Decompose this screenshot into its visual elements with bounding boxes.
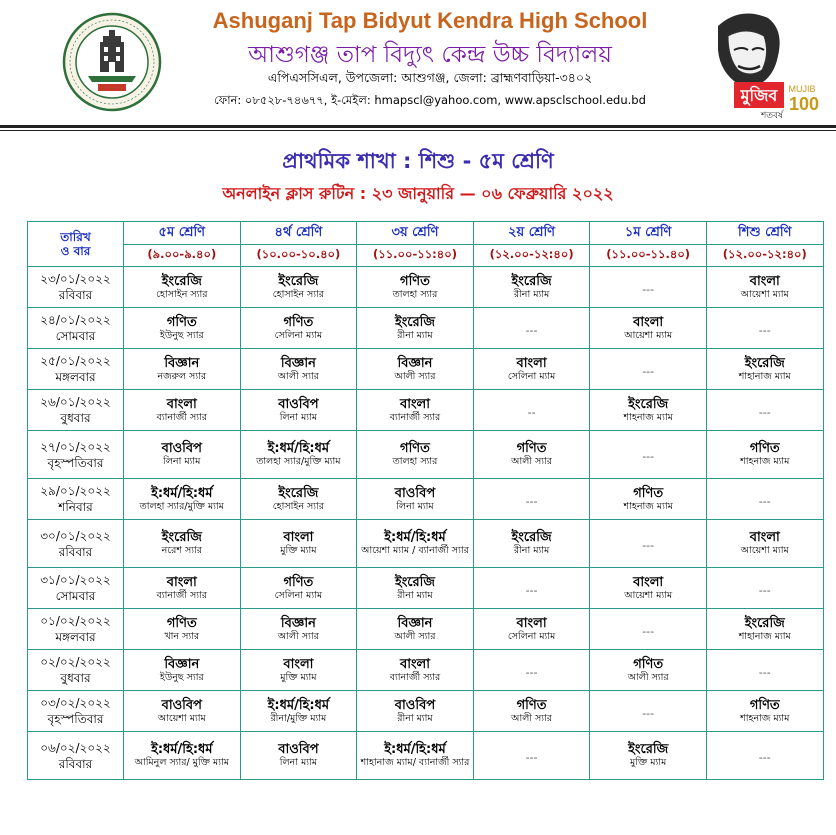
class-slot: [357, 650, 474, 691]
class-slot: [240, 267, 357, 308]
row-date: ০৩/০২/২০২২: [40, 696, 111, 710]
teacher-name: লিনা ম্যাম: [163, 456, 201, 467]
subject-name: বাংলা: [633, 314, 664, 330]
subject-name: বাওবিপ: [161, 441, 202, 456]
class-slot: [124, 349, 241, 390]
no-class: ---: [642, 450, 655, 463]
row-day: সোমবার: [55, 329, 96, 343]
class-slot: [590, 520, 707, 568]
teacher-name: আয়েশা ম্যাম: [740, 288, 789, 300]
subject-name: বাওবিপ: [278, 396, 319, 412]
no-class: ---: [642, 364, 655, 378]
subject-name: বিজ্ঞান: [397, 615, 433, 631]
header-divider-thin: [0, 130, 836, 131]
no-class: ---: [642, 539, 655, 552]
class-time: (১০.০০-১০.৪০): [240, 245, 357, 267]
teacher-name: রীনা ম্যাম: [397, 589, 433, 601]
teacher-name: সেলিনা ম্যাম: [274, 329, 323, 341]
table-row: [28, 568, 824, 609]
class-slot: [357, 308, 474, 349]
table-row: [28, 431, 824, 479]
subject-name: ইংরেজি: [161, 530, 202, 545]
no-class: ---: [758, 494, 771, 508]
no-class: ---: [525, 323, 538, 337]
subject-name: বাওবিপ: [394, 485, 436, 501]
class-header: ৪র্থ শ্রেণি: [240, 222, 357, 245]
badge-shotoborsho: শতবর্ষ: [760, 111, 784, 121]
subject-name: ইংরেজি: [744, 355, 785, 371]
row-date: ২৫/০১/২০২২: [40, 354, 111, 368]
date-cell: [28, 691, 124, 732]
subject-name: বাংলা: [399, 396, 431, 412]
date-cell: [28, 390, 124, 431]
no-class: ---: [642, 282, 655, 296]
teacher-name: ব্যানার্জী স্যার: [156, 589, 208, 601]
no-class: ---: [758, 665, 771, 679]
class-slot: [590, 390, 707, 431]
row-day: বৃহস্পতিবার: [47, 455, 104, 470]
teacher-name: নরেশ স্যার: [161, 545, 202, 556]
subject-name: বিজ্ঞান: [397, 355, 433, 371]
class-slot: [357, 520, 474, 568]
teacher-name: আয়েশা ম্যাম / ব্যানার্জী স্যার: [361, 545, 469, 556]
row-day: বৃহস্পতিবার: [47, 712, 104, 726]
class-slot: [240, 390, 357, 431]
routine-label: অনলাইন ক্লাস রুটিন: [222, 184, 355, 203]
row-date: ২৯/০১/২০২২: [40, 484, 111, 498]
subject-name: গণিত: [166, 615, 197, 631]
class-slot: [473, 349, 590, 390]
subject-name: বাংলা: [283, 656, 314, 672]
class-slot: [473, 431, 590, 479]
school-name-english: Ashuganj Tap Bidyut Kendra High School: [212, 8, 648, 33]
teacher-name: ইউনুছ স্যার: [159, 329, 204, 341]
teacher-name: শাহনাজ ম্যাম: [740, 712, 790, 724]
row-day: বুধবার: [60, 671, 91, 685]
class-slot: [357, 479, 474, 520]
school-header: [0, 0, 836, 130]
class-slot: [357, 732, 474, 780]
school-logo: [62, 12, 162, 112]
class-slot: [590, 609, 707, 650]
teacher-name: সেলিনা ম্যাম: [507, 630, 556, 642]
class-slot: [590, 479, 707, 520]
row-day: শনিবার: [58, 500, 93, 514]
class-slot: [357, 609, 474, 650]
teacher-name: তালহা স্যার: [392, 288, 438, 300]
class-slot: [124, 650, 241, 691]
table-row: [28, 349, 824, 390]
teacher-name: আলী স্যার: [277, 630, 319, 642]
teacher-name: হোসাইন স্যার: [156, 288, 208, 300]
subject-name: ইংরেজি: [278, 273, 319, 289]
class-slot: [473, 650, 590, 691]
teacher-name: আলী স্যার: [394, 630, 436, 642]
subject-name: ই:ধর্ম/হি:ধর্ম: [151, 485, 213, 501]
row-date: ০৬/০২/২০২২: [40, 740, 111, 755]
teacher-name: তালহা স্যার/মুক্তি ম্যাম: [139, 500, 224, 512]
table-row: [28, 732, 824, 780]
class-slot: [357, 349, 474, 390]
routine-dates: : ২৩ জানুয়ারি — ০৬ ফেব্রুয়ারি ২০২২: [354, 184, 614, 203]
table-row: [28, 308, 824, 349]
class-slot: [706, 650, 823, 691]
date-cell: [28, 568, 124, 609]
no-class: ---: [758, 323, 771, 337]
no-class: ---: [758, 405, 771, 419]
teacher-name: রীনা ম্যাম: [513, 288, 550, 300]
class-slot: [706, 568, 823, 609]
subject-name: বাংলা: [166, 574, 197, 590]
class-slot: [706, 349, 823, 390]
row-day: রবিবার: [58, 544, 93, 559]
routine-heading: [0, 181, 836, 208]
subject-name: বাংলা: [516, 355, 547, 371]
class-slot: [473, 732, 590, 780]
class-slot: [590, 267, 707, 308]
teacher-name: লিনা ম্যাম: [279, 411, 318, 423]
teacher-name: শাহানাজ ম্যাম: [738, 370, 791, 382]
badge-mujib-bn: মুজিব: [740, 86, 778, 105]
no-class: ---: [642, 706, 655, 720]
class-slot: [357, 691, 474, 732]
table-row: [28, 267, 824, 308]
badge-100: 100: [788, 94, 820, 114]
subject-name: বিজ্ঞান: [164, 355, 200, 371]
table-row: [28, 479, 824, 520]
subject-name: ই:ধর্ম/হি:ধর্ম: [384, 530, 446, 545]
teacher-name: আলী স্যার: [627, 671, 669, 683]
teacher-name: আয়েশা ম্যাম: [740, 545, 789, 556]
subject-name: ইংরেজি: [744, 615, 785, 631]
row-day: সোমবার: [55, 589, 96, 603]
class-slot: [240, 732, 357, 780]
subject-name: ইংরেজি: [394, 574, 436, 590]
teacher-name: মুক্তি ম্যাম: [280, 545, 317, 556]
subject-name: গণিত: [749, 441, 780, 456]
class-slot: [240, 609, 357, 650]
no-class: ---: [642, 624, 655, 638]
class-slot: [706, 267, 823, 308]
class-slot: [240, 568, 357, 609]
teacher-name: লিনা ম্যাম: [396, 500, 434, 512]
class-slot: [357, 390, 474, 431]
class-routine-table: [27, 221, 824, 780]
teacher-name: রীনা ম্যাম: [397, 329, 433, 341]
class-slot: [473, 267, 590, 308]
class-slot: [473, 691, 590, 732]
school-address: এপিএসসিএল, উপজেলা: আশুগঞ্জ, জেলা: ব্রাহ্মণবাড়িয়া-৩৪০২: [267, 70, 593, 85]
subject-name: বাংলা: [166, 396, 197, 412]
teacher-name: রীনা ম্যাম: [513, 545, 550, 556]
subject-name: বাংলা: [749, 530, 780, 545]
subject-name: বাওবিপ: [278, 742, 319, 757]
teacher-name: শাহানাজ ম্যাম/ ব্যানার্জী স্যার: [360, 757, 470, 768]
subject-name: বাওবিপ: [394, 697, 436, 713]
subject-name: ই:ধর্ম/হি:ধর্ম: [267, 697, 330, 713]
row-date: ২৬/০১/২০২২: [40, 395, 111, 409]
header-divider-thick: [0, 125, 836, 128]
class-slot: [240, 479, 357, 520]
teacher-name: সেলিনা ম্যাম: [507, 370, 556, 382]
class-time: (১২.০০-১২:৪০): [473, 245, 590, 267]
date-cell: [28, 520, 124, 568]
teacher-name: শাহানাজ ম্যাম: [738, 630, 791, 642]
class-slot: [124, 732, 241, 780]
row-date: ৩১/০১/২০২২: [40, 573, 111, 587]
class-slot: [473, 568, 590, 609]
subject-name: ইংরেজি: [628, 742, 669, 757]
class-slot: [124, 691, 241, 732]
teacher-name: রীনা ম্যাম: [397, 712, 433, 724]
subject-name: ই:ধর্ম/হি:ধর্ম: [267, 441, 330, 456]
section-subtitle: প্রাথমিক শাখা : শিশু - ৫ম শ্রেণি: [282, 149, 554, 173]
class-slot: [124, 609, 241, 650]
date-cell: [28, 308, 124, 349]
badge-mujib-en: MUJIB: [788, 84, 816, 94]
row-date: ২৪/০১/২০২২: [40, 313, 111, 327]
class-slot: [706, 431, 823, 479]
subject-name: গণিত: [749, 697, 780, 713]
class-slot: [240, 650, 357, 691]
no-class: --: [527, 405, 536, 419]
date-cell: [28, 650, 124, 691]
row-day: মঙ্গলবার: [55, 630, 96, 644]
class-header: শিশু শ্রেণি: [706, 222, 823, 245]
class-slot: [473, 609, 590, 650]
date-cell: [28, 479, 124, 520]
no-class: ---: [758, 583, 771, 597]
class-header: ২য় শ্রেণি: [473, 222, 590, 245]
class-slot: [240, 691, 357, 732]
class-slot: [590, 431, 707, 479]
date-cell: [28, 431, 124, 479]
class-slot: [124, 267, 241, 308]
teacher-name: আয়েশা ম্যাম: [157, 712, 206, 724]
teacher-name: ব্যানার্জী স্যার: [389, 671, 441, 683]
date-day-header: [28, 222, 124, 267]
table-row: [28, 609, 824, 650]
teacher-name: আয়েশা ম্যাম: [624, 329, 673, 341]
class-slot: [590, 691, 707, 732]
teacher-name: নজরুল স্যার: [157, 370, 207, 382]
row-date: ২৩/০১/২০২২: [40, 272, 111, 286]
class-slot: [240, 431, 357, 479]
teacher-name: ব্যানার্জী স্যার: [389, 411, 441, 423]
class-slot: [706, 479, 823, 520]
teacher-name: হোসাইন স্যার: [272, 288, 325, 300]
class-slot: [706, 390, 823, 431]
class-slot: [240, 520, 357, 568]
table-row: [28, 691, 824, 732]
teacher-name: হোসাইন স্যার: [272, 500, 325, 512]
subject-name: বাংলা: [633, 574, 664, 590]
subject-name: গণিত: [516, 441, 547, 456]
subject-name: গণিত: [283, 574, 314, 590]
no-class: ---: [758, 751, 771, 764]
teacher-name: তালহা স্যার: [392, 456, 438, 467]
class-slot: [473, 479, 590, 520]
subject-name: ইংরেজি: [511, 273, 552, 289]
class-slot: [240, 349, 357, 390]
class-slot: [706, 308, 823, 349]
teacher-name: ইউনুছ স্যার: [159, 671, 204, 683]
class-slot: [357, 568, 474, 609]
teacher-name: তালহা স্যার/মুক্তি ম্যাম: [256, 456, 341, 467]
row-day: রবিবার: [58, 756, 93, 771]
subject-name: বাওবিপ: [161, 697, 202, 713]
class-slot: [357, 267, 474, 308]
subject-name: গণিত: [516, 697, 547, 713]
teacher-name: আমিনুল স্যার/ মুক্তি ম্যাম: [134, 757, 229, 768]
subject-name: গণিত: [283, 314, 314, 330]
subject-name: বাংলা: [399, 656, 431, 672]
subject-name: ইংরেজি: [511, 530, 552, 545]
teacher-name: আলী স্যার: [394, 370, 436, 382]
teacher-name: আলী স্যার: [511, 456, 553, 467]
subject-name: ইংরেজি: [161, 273, 202, 289]
row-day: বুধবার: [60, 411, 91, 425]
teacher-name: মুক্তি ম্যাম: [280, 671, 317, 683]
teacher-name: আয়েশা ম্যাম: [624, 589, 673, 601]
subject-name: বাংলা: [749, 273, 780, 289]
teacher-name: লিনা ম্যাম: [279, 757, 318, 768]
teacher-name: রীনা/মুক্তি ম্যাম: [270, 712, 327, 724]
table-row: [28, 390, 824, 431]
date-header-line1: তারিখ: [60, 230, 91, 244]
class-slot: [473, 520, 590, 568]
class-time: (১২.০০-১২:৪০): [706, 245, 823, 267]
subject-name: বিজ্ঞান: [280, 355, 316, 371]
class-slot: [706, 691, 823, 732]
class-header: ১ম শ্রেণি: [590, 222, 707, 245]
class-slot: [124, 308, 241, 349]
subject-name: গণিত: [633, 485, 664, 501]
class-slot: [124, 520, 241, 568]
no-class: ---: [525, 494, 538, 508]
class-slot: [124, 390, 241, 431]
teacher-name: শাহনাজ ম্যাম: [623, 411, 673, 423]
class-slot: [706, 732, 823, 780]
subject-name: বাংলা: [516, 615, 547, 631]
class-slot: [124, 479, 241, 520]
class-slot: [124, 431, 241, 479]
subject-name: বিজ্ঞান: [280, 615, 316, 631]
no-class: ---: [525, 751, 538, 764]
date-cell: [28, 732, 124, 780]
school-contact: ফোন: ০৮৫২৮-৭৪৬৭৭, ই-মেইল: hmapscl@yahoo.com, www.apsclschool.edu.bd: [214, 93, 646, 107]
teacher-name: মুক্তি ম্যাম: [630, 757, 667, 768]
routine-body: [28, 267, 824, 780]
class-slot: [590, 308, 707, 349]
class-header: ৫ম শ্রেণি: [124, 222, 241, 245]
subject-name: গণিত: [633, 656, 664, 672]
class-slot: [590, 732, 707, 780]
subject-name: ই:ধর্ম/হি:ধর্ম: [151, 742, 213, 757]
row-date: ৩০/০১/২০২২: [40, 528, 111, 543]
date-cell: [28, 267, 124, 308]
row-date: ০১/০২/২০২২: [40, 614, 111, 628]
teacher-name: শাহনাজ ম্যাম: [740, 456, 790, 467]
class-slot: [357, 431, 474, 479]
mujib-100-badge: [698, 6, 828, 122]
class-slot: [473, 308, 590, 349]
teacher-name: শাহনাজ ম্যাম: [623, 500, 673, 512]
class-time: (৯.০০-৯.৪০): [124, 245, 241, 267]
class-slot: [473, 390, 590, 431]
class-slot: [590, 349, 707, 390]
date-cell: [28, 349, 124, 390]
teacher-name: আলী স্যার: [511, 712, 553, 724]
class-slot: [706, 609, 823, 650]
class-time: (১১.০০-১১.৪০): [590, 245, 707, 267]
class-header: ৩য় শ্রেণি: [357, 222, 474, 245]
teacher-name: আলী স্যার: [277, 370, 319, 382]
subject-name: গণিত: [400, 441, 430, 456]
class-time: (১১.০০-১১:৪০): [357, 245, 474, 267]
table-row: [28, 650, 824, 691]
subject-name: বাংলা: [283, 530, 314, 545]
row-day: রবিবার: [58, 288, 93, 302]
subject-name: ইংরেজি: [628, 396, 669, 412]
row-date: ২৭/০১/২০২২: [40, 439, 111, 454]
class-slot: [240, 308, 357, 349]
table-row: [28, 520, 824, 568]
row-date: ০২/০২/২০২২: [40, 655, 111, 669]
subject-name: ইংরেজি: [278, 485, 319, 501]
row-day: মঙ্গলবার: [55, 370, 96, 384]
class-slot: [590, 568, 707, 609]
class-slot: [124, 568, 241, 609]
class-slot: [590, 650, 707, 691]
subject-name: গণিত: [400, 273, 430, 289]
teacher-name: ব্যানার্জী স্যার: [156, 411, 208, 423]
teacher-name: খান স্যার: [164, 630, 200, 642]
class-slot: [706, 520, 823, 568]
subject-name: বিজ্ঞান: [164, 656, 200, 672]
date-header-line2: ও বার: [60, 244, 91, 258]
no-class: ---: [525, 665, 538, 679]
no-class: ---: [525, 583, 538, 597]
subject-name: গণিত: [166, 314, 197, 330]
school-name-bangla: আশুগঞ্জ তাপ বিদ্যুৎ কেন্দ্র উচ্চ বিদ্যালয়: [248, 42, 612, 68]
teacher-name: সেলিনা ম্যাম: [274, 589, 323, 601]
subject-name: ই:ধর্ম/হি:ধর্ম: [384, 742, 446, 757]
date-cell: [28, 609, 124, 650]
subject-name: ইংরেজি: [394, 314, 436, 330]
